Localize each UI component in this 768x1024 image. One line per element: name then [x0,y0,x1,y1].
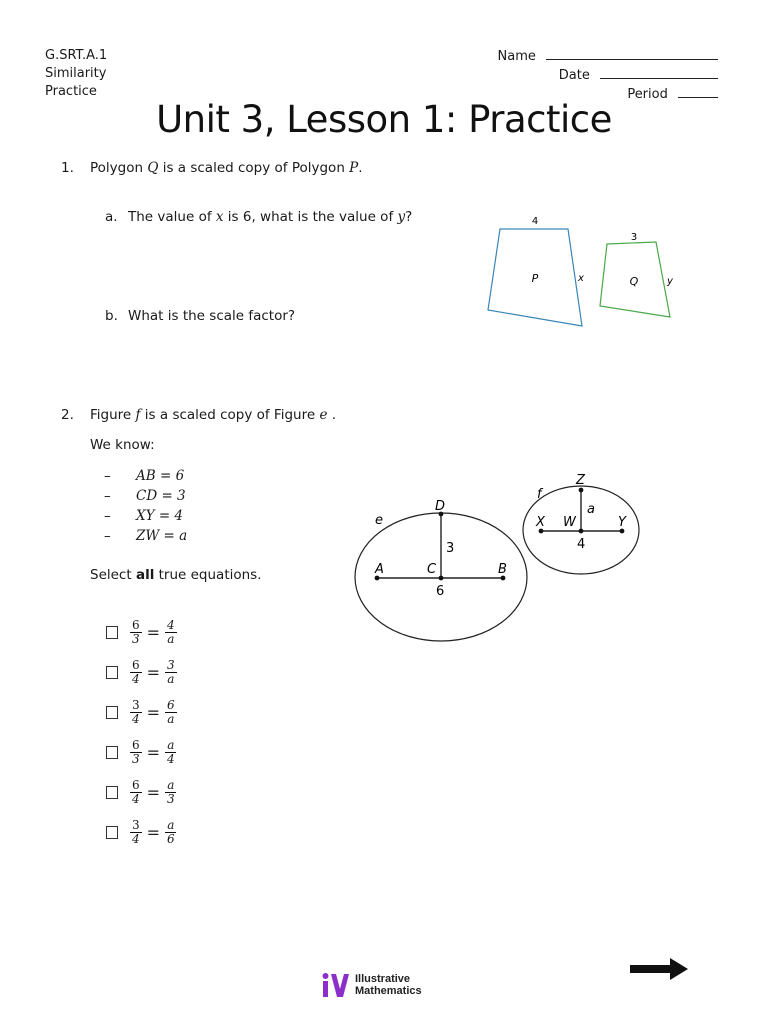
q1a-letter: a. [105,209,118,225]
date-line [498,66,719,85]
equation-option[interactable]: $\frac{6}{4}$ = $\frac{a}{3}$ [106,772,177,812]
date-field[interactable] [600,66,718,79]
label-f: f [537,487,542,502]
polygon-p-side-label: x [578,273,584,284]
q1b-letter: b. [105,308,118,324]
checkbox[interactable] [106,746,118,759]
polygon-q-side-label: y [667,276,673,287]
q1-prompt: Polygon Q is a scaled copy of Polygon P. [90,160,363,176]
label-cd-length: 3 [446,541,455,556]
im-logo-icon [321,972,351,998]
facts-list [104,467,187,547]
logo-line-2: Mathematics [355,985,422,997]
label-ab-length: 6 [436,584,445,599]
label-zw-length: a [587,502,595,517]
label-w: W [563,515,576,530]
checkbox[interactable] [106,826,118,839]
select-instruction: Select all true equations. [90,567,262,583]
im-logo [321,972,422,998]
checkbox[interactable] [106,786,118,799]
q1-number: 1. [61,160,74,176]
label-d: D [435,499,446,514]
checkbox[interactable] [106,666,118,679]
equation-options [106,612,177,852]
fact-item: – XY = 4 [104,508,184,524]
point-w [579,529,584,534]
equation-option[interactable]: $\frac{6}{3}$ = $\frac{4}{a}$ [106,612,177,652]
polygon-q-top-label: 3 [630,232,638,243]
logo-line-1: Illustrative [355,973,411,985]
label-z: Z [576,473,585,488]
polygon-p-label: P [531,272,539,285]
label-x: X [536,515,545,530]
equation-option[interactable]: $\frac{3}{4}$ = $\frac{6}{a}$ [106,692,177,732]
q1b-prompt: What is the scale factor? [128,308,296,324]
fact-item: – AB = 6 [104,468,185,484]
point-z [579,488,584,493]
header-right [498,47,719,104]
topic-label: Similarity [45,66,107,81]
label-c: C [427,562,437,577]
name-label: Name [497,49,536,64]
checkbox[interactable] [106,626,118,639]
equation-option[interactable]: $\frac{6}{3}$ = $\frac{a}{4}$ [106,732,177,772]
period-field[interactable] [678,85,718,98]
equation-option[interactable]: $\frac{6}{4}$ = $\frac{3}{a}$ [106,652,177,692]
label-a: A [375,562,384,577]
fact-item: – ZW = a [104,528,188,544]
label-b: B [498,562,507,577]
polygons-figure [480,210,690,335]
name-line [498,47,719,66]
header-left [45,47,107,101]
q1a-prompt: The value of x is 6, what is the value of y? [128,209,413,225]
polygon-p-top-label: 4 [531,216,539,227]
label-e: e [375,513,383,528]
date-label: Date [558,68,590,83]
next-arrow-icon[interactable] [628,956,690,982]
type-label: Practice [45,84,97,99]
checkbox[interactable] [106,706,118,719]
q2-prompt: Figure f is a scaled copy of Figure e . [90,407,337,423]
label-y: Y [618,515,626,530]
period-label: Period [627,87,668,102]
im-logo-text [355,973,422,997]
equation-option[interactable]: $\frac{3}{4}$ = $\frac{a}{6}$ [106,812,177,852]
polygon-q-label: Q [629,275,639,288]
ellipses-figure [345,470,655,650]
point-c [439,576,444,581]
label-xy-length: 4 [577,537,586,552]
name-field[interactable] [546,47,718,60]
standard-code: G.SRT.A.1 [45,48,108,63]
we-know-label: We know: [90,437,155,453]
page-title: Unit 3, Lesson 1: Practice [156,98,612,141]
fact-item: – CD = 3 [104,488,186,504]
q2-number: 2. [61,407,74,423]
